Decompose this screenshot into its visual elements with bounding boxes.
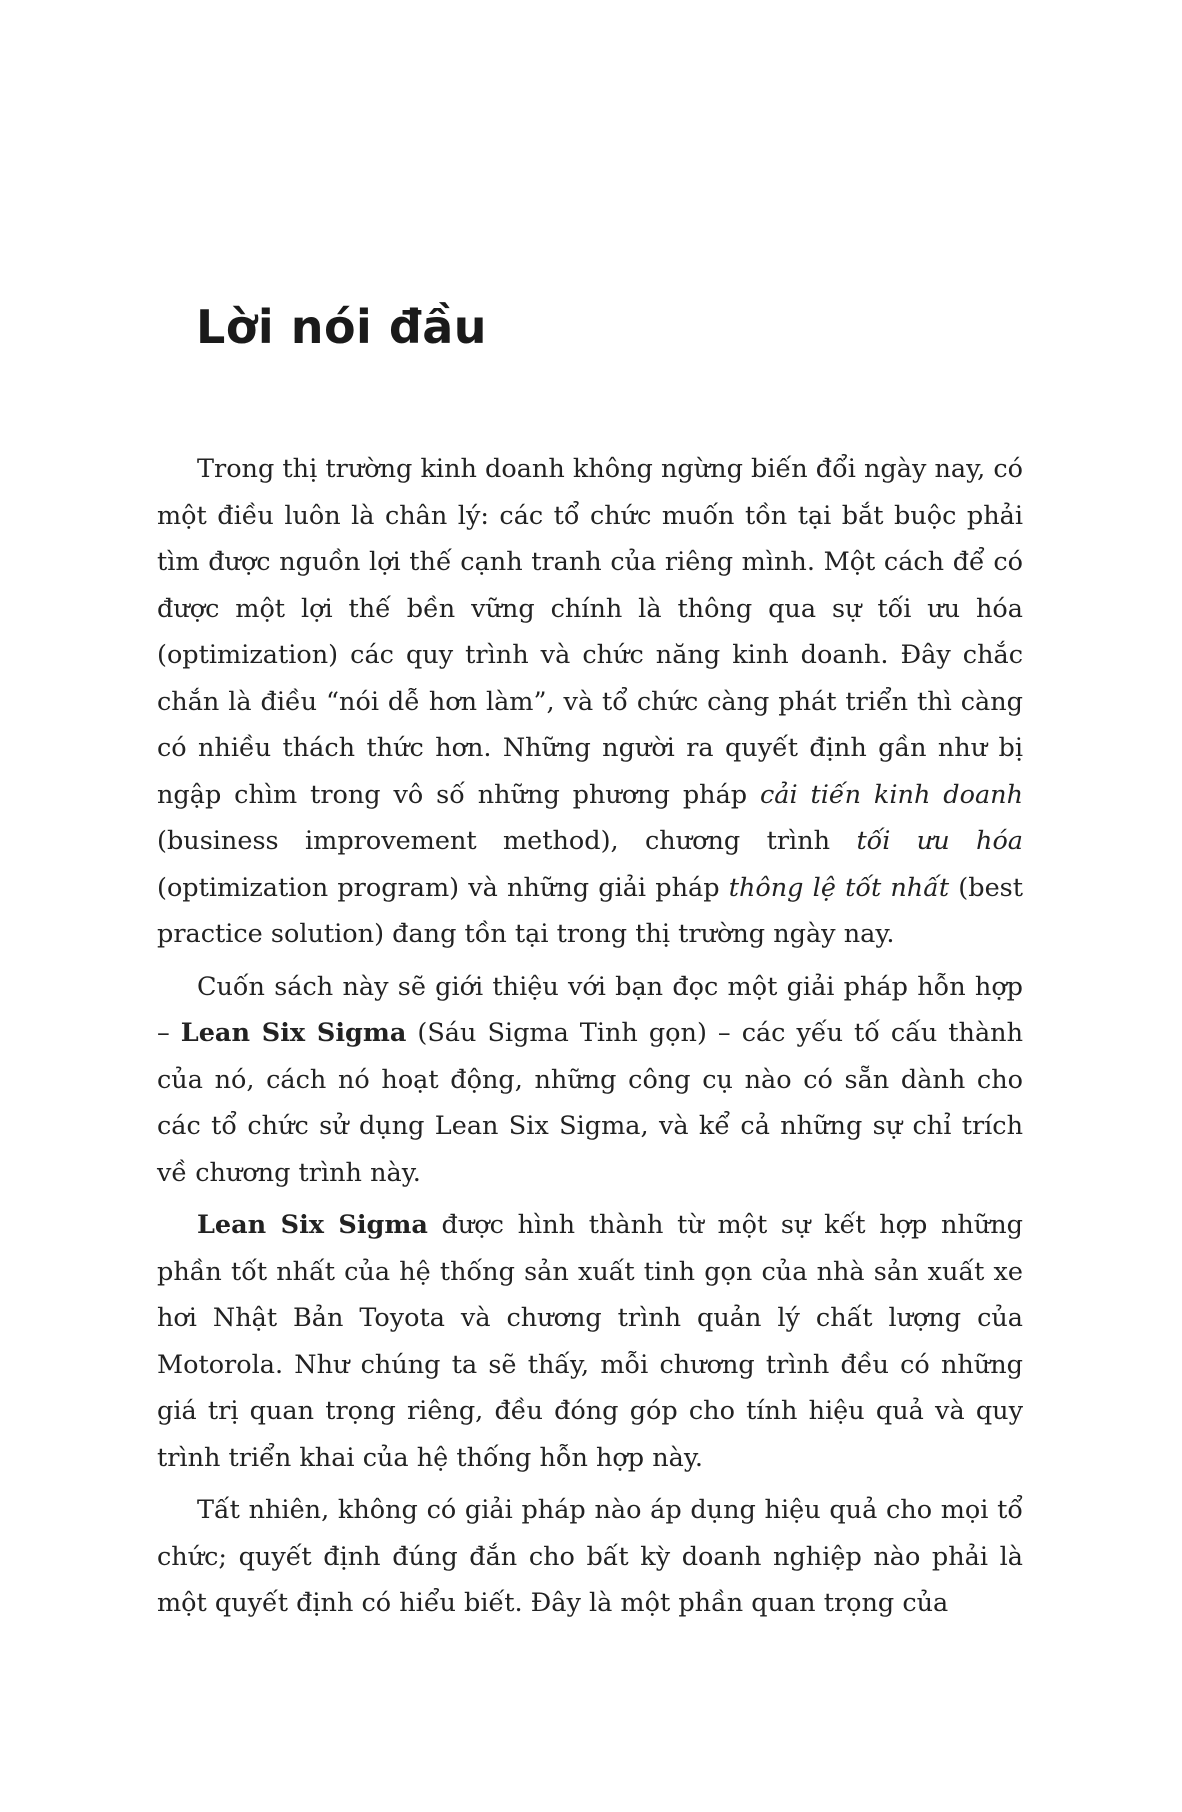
text-segment: Cuốn sách này sẽ giới thiệu với bạn đọc một giải pháp hỗn hợp – xyxy=(157,971,1023,1048)
text-segment: được hình thành từ một sự kết hợp những phần tốt nhất của hệ thống sản xuất tinh gọn của nhà sản xuất xe hơi Nhật Bản Toyota và chương trình quản lý chất lượng của Motorola. Như chúng ta sẽ thấy, mỗi chương trình đều có những giá trị quan trọng riêng, đều đóng góp cho tính hiệu quả và quy trình triển khai của hệ thống hỗn hợp này. xyxy=(157,1210,1023,1473)
paragraph-3 xyxy=(157,1202,1023,1481)
text-segment: (best practice solution) đang tồn tại trong thị trường ngày nay. xyxy=(157,872,1023,949)
body-text xyxy=(157,446,1023,1633)
page-title: Lời nói đầu xyxy=(196,300,488,354)
italic-term: tối ưu hóa xyxy=(856,826,1023,856)
text-segment: Trong thị trường kinh doanh không ngừng biến đổi ngày nay, có một điều luôn là chân lý: các tổ chức muốn tồn tại bắt buộc phải tìm được nguồn lợi thế cạnh tranh của riêng mình. Một cách để có được một lợi thế bền vững chính là thông qua sự tối ưu hóa (optimization) các quy trình và chức năng kinh doanh. Đây chắc chắn là điều “nói dễ hơn làm”, và tổ chức càng phát triển thì càng có nhiều thách thức hơn. Những người ra quyết định gần như bị ngập chìm trong vô số những phương pháp xyxy=(157,454,1023,810)
paragraph-2 xyxy=(157,964,1023,1197)
text-segment: (business improvement method), chương trình xyxy=(157,826,857,856)
italic-term: cải tiến kinh doanh xyxy=(759,779,1023,810)
paragraph-4 xyxy=(157,1487,1023,1627)
bold-term: Lean Six Sigma xyxy=(197,1210,428,1240)
paragraph-1 xyxy=(157,446,1023,958)
text-segment: Tất nhiên, không có giải pháp nào áp dụng hiệu quả cho mọi tổ chức; quyết định đúng đắn cho bất kỳ doanh nghiệp nào phải là một quyết định có hiểu biết. Đây là một phần quan trọng của xyxy=(157,1495,1023,1618)
bold-term: Lean Six Sigma xyxy=(180,1018,407,1048)
text-segment: (optimization program) và những giải pháp xyxy=(157,872,729,903)
text-segment: (Sáu Sigma Tinh gọn) – các yếu tố cấu thành của nó, cách nó hoạt động, những công cụ nào có sẵn dành cho các tổ chức sử dụng Lean Six Sigma, và kể cả những sự chỉ trích về chương trình này. xyxy=(157,1018,1023,1188)
italic-term: thông lệ tốt nhất xyxy=(728,872,950,903)
